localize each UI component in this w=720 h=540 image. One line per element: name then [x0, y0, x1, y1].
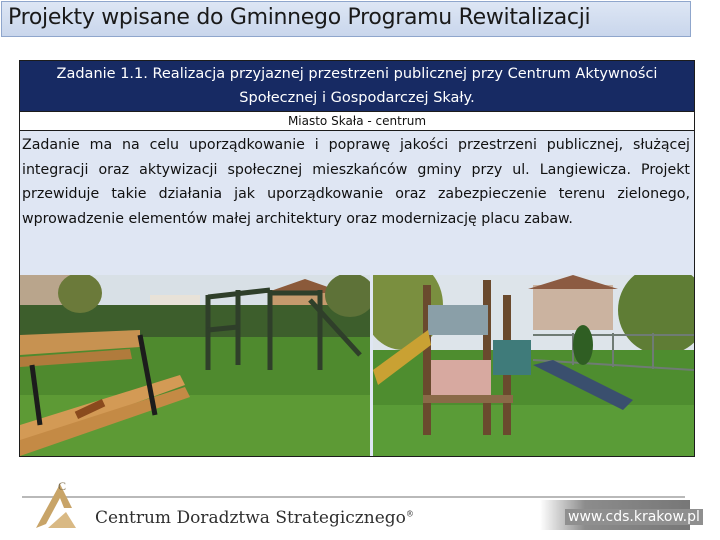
photo-slide-playground [373, 275, 694, 456]
task-header: Zadanie 1.1. Realizacja przyjaznej przestrzeni publicznej przy Centrum Aktywności Społecznej i Gospodarczej Skały. [20, 61, 694, 111]
slide-title: Projekty wpisane do Gminnego Programu Rewitalizacji [8, 5, 591, 30]
task-description: Zadanie ma na celu uporządkowanie i poprawę jakości przestrzeni publicznej, służącej integracji oraz aktywizacji społecznej mieszkańców gminy przy ul. Langiewicza. Projekt przewiduje takie działania jak uporządkowanie oraz zabezpieczenie terenu zielonego, wprowadzenie elementów małej architektury oraz modernizację placu zabaw. [22, 137, 690, 227]
task-location: Miasto Skała - centrum [20, 111, 694, 131]
slide-title-bar [1, 1, 691, 37]
photos-row [20, 275, 694, 456]
task-table [19, 60, 695, 457]
registered-mark: ® [405, 509, 414, 519]
footer-divider [22, 496, 685, 498]
organization-name: Centrum Doradztwa Strategicznego [95, 508, 406, 528]
svg-text:C: C [58, 479, 67, 493]
footer-url-link[interactable]: www.cds.krakow.pl [565, 509, 703, 525]
footer-organization [95, 508, 414, 528]
photo-bench-playground [20, 275, 370, 456]
cds-logo [34, 478, 90, 530]
